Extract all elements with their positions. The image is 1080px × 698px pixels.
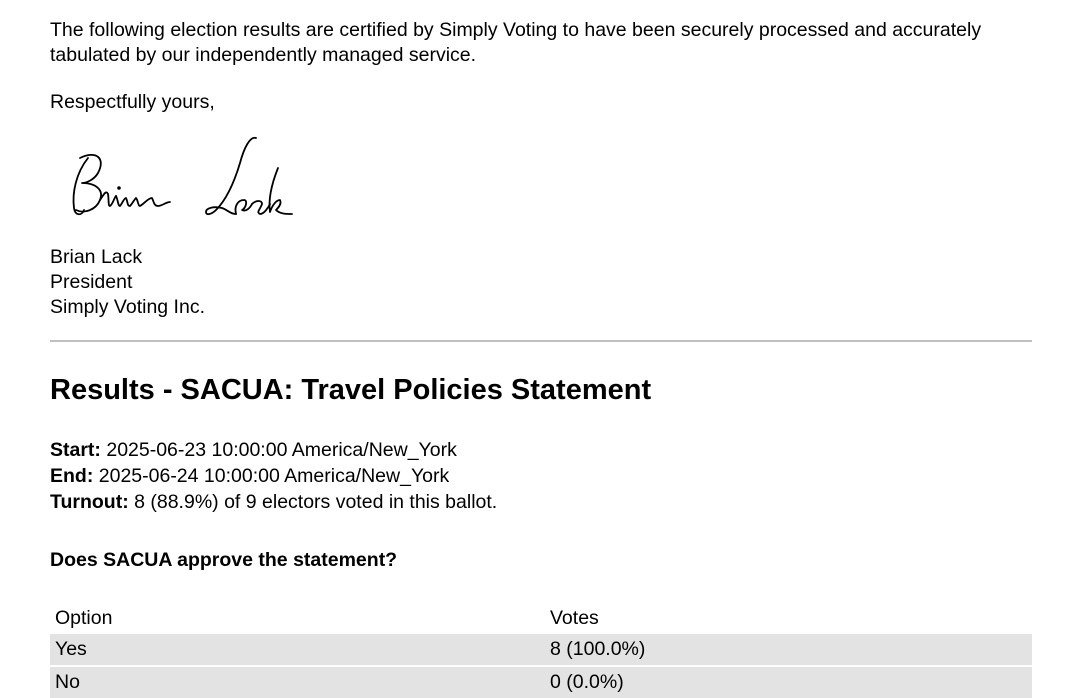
turnout-value: 8 (88.9%) of 9 electors voted in this ballot.: [134, 491, 498, 513]
start-value: 2025-06-23 10:00:00 America/New_York: [106, 439, 457, 461]
ballot-metadata: [50, 437, 497, 515]
start-line: [50, 437, 497, 463]
handwritten-signature: [66, 128, 296, 228]
section-divider: [50, 340, 1032, 342]
votes-cell: 8 (100.0%): [550, 638, 646, 660]
certification-statement: The following election results are certified by Simply Voting to have been securely processed and accurately tabulated by our independently managed service.: [50, 19, 982, 66]
turnout-label: Turnout:: [50, 491, 129, 513]
table-row: [50, 634, 1032, 666]
table-header-row: [50, 603, 1032, 634]
signer-organization: Simply Voting Inc.: [50, 296, 205, 318]
end-label: End:: [50, 465, 94, 487]
column-header-option: Option: [55, 607, 113, 629]
signer-name: Brian Lack: [50, 246, 143, 268]
votes-cell: 0 (0.0%): [545, 666, 1032, 698]
start-label: Start:: [50, 439, 101, 461]
closing-salutation: Respectfully yours,: [50, 91, 215, 113]
option-cell: Yes: [55, 638, 87, 660]
end-value: 2025-06-24 10:00:00 America/New_York: [98, 465, 450, 487]
signer-block: [50, 245, 205, 320]
column-header-votes: Votes: [550, 607, 599, 629]
table-row: [50, 666, 1032, 698]
end-line: [50, 463, 497, 489]
results-title: Results - SACUA: Travel Policies Statement: [50, 374, 652, 406]
certification-page: [50, 0, 1032, 693]
option-cell: No: [50, 666, 545, 698]
results-table: [50, 603, 1032, 698]
signer-title: President: [50, 271, 133, 293]
turnout-line: [50, 489, 497, 515]
ballot-question: Does SACUA approve the statement?: [50, 549, 398, 571]
